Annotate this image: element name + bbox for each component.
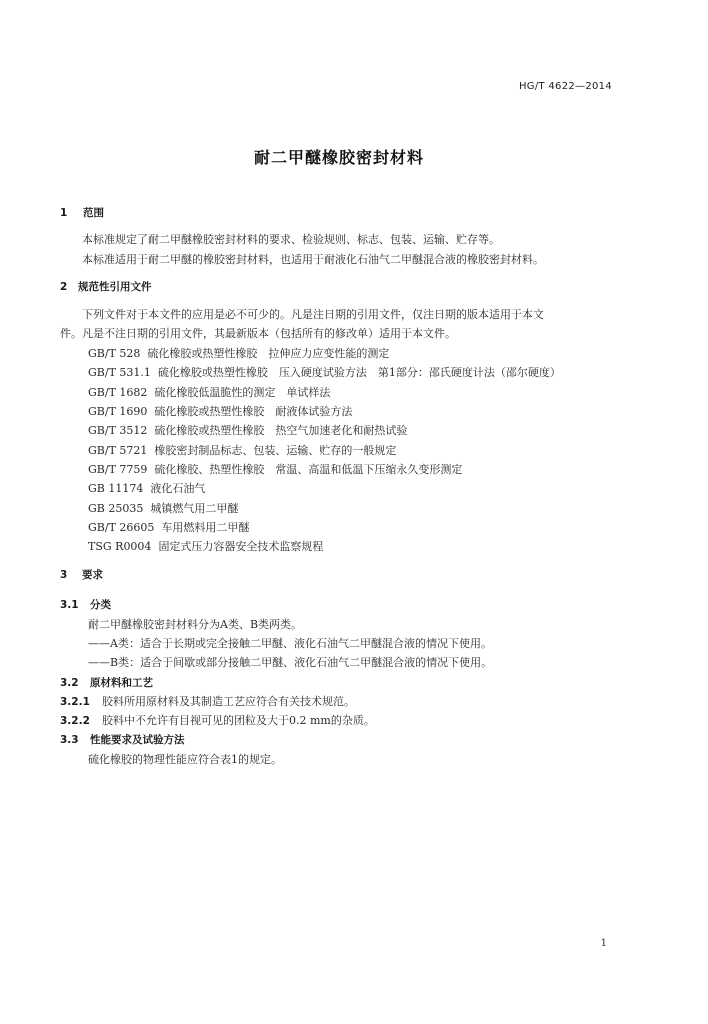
list-item: ——B类：适合于间歇或部分接触二甲醚、液化石油气二甲醚混合液的情况下使用。: [88, 656, 493, 669]
reference-item: [88, 424, 407, 438]
reference-item: [88, 540, 323, 554]
reference-title: 液化石油气: [150, 482, 206, 495]
paragraph: 耐二甲醚橡胶密封材料分为A类、B类两类。: [88, 618, 303, 631]
subsection-title: 分类: [90, 599, 111, 611]
subsection-title: 性能要求及试验方法: [90, 734, 185, 746]
paragraph: 本标准适用于耐二甲醚的橡胶密封材料，也适用于耐液化石油气二甲醚混合液的橡胶密封材料。: [82, 253, 544, 266]
reference-code: GB/T 26605: [88, 521, 155, 534]
reference-code: GB/T 5721: [88, 444, 148, 457]
reference-title: 硫化橡胶或热塑性橡胶 耐液体试验方法: [154, 405, 353, 418]
reference-title: 橡胶密封制品标志、包装、运输、贮存的一般规定: [154, 444, 397, 457]
paragraph: 胶料所用原材料及其制造工艺应符合有关技术规范。: [102, 695, 355, 708]
reference-item: [88, 463, 462, 477]
section-title: 要求: [82, 569, 103, 581]
reference-code: GB 11174: [88, 482, 144, 495]
reference-item: [88, 482, 205, 496]
list-item: ——A类：适合于长期或完全接触二甲醚、液化石油气二甲醚混合液的情况下使用。: [88, 637, 492, 650]
reference-title: 硫化橡胶或热塑性橡胶 热空气加速老化和耐热试验: [154, 424, 408, 437]
reference-title: 车用燃料用二甲醚: [161, 521, 250, 534]
reference-code: GB/T 7759: [88, 463, 148, 476]
subsection-title: 原材料和工艺: [90, 677, 153, 689]
reference-title: 硫化橡胶、热塑性橡胶 常温、高温和低温下压缩永久变形测定: [154, 463, 463, 476]
document-title: 耐二甲醚橡胶密封材料: [253, 148, 424, 167]
subsection-number: 3.3: [60, 734, 79, 746]
reference-item: [88, 347, 389, 361]
reference-code: GB/T 1682: [88, 386, 148, 399]
subsection-number: 3.2.1: [60, 696, 90, 708]
section-number: 3: [60, 569, 68, 581]
reference-item: [88, 502, 238, 516]
reference-title: 硫化橡胶低温脆性的测定 单试样法: [154, 386, 331, 399]
section-number: 2: [60, 281, 68, 293]
section-number: 1: [60, 207, 68, 219]
document-code: HG/T 4622—2014: [518, 81, 612, 92]
paragraph: 胶料中不允许有目视可见的团粒及大于0.2 mm的杂质。: [102, 714, 375, 727]
reference-item: [88, 366, 561, 380]
reference-code: GB/T 528: [88, 347, 141, 360]
reference-code: GB/T 3512: [88, 424, 148, 437]
reference-code: GB 25035: [88, 502, 144, 515]
page-number: 1: [600, 938, 607, 949]
subsection-number: 3.1: [60, 599, 79, 611]
subsection-number: 3.2: [60, 677, 79, 689]
reference-title: 硫化橡胶或热塑性橡胶 压入硬度试验方法 第1部分：邵氏硬度计法（邵尔硬度）: [157, 366, 561, 379]
subsection-number: 3.2.2: [60, 715, 90, 727]
reference-title: 固定式压力容器安全技术监察规程: [158, 540, 324, 553]
reference-item: [88, 405, 352, 419]
paragraph: 本标准规定了耐二甲醚橡胶密封材料的要求、检验规则、标志、包装、运输、贮存等。: [82, 233, 500, 246]
section-title: 范围: [83, 207, 104, 219]
reference-item: [88, 386, 330, 400]
paragraph: 硫化橡胶的物理性能应符合表1的规定。: [88, 753, 282, 766]
reference-title: 城镇燃气用二甲醚: [150, 502, 239, 515]
reference-item: [88, 444, 396, 458]
reference-code: TSG R0004: [88, 540, 152, 553]
reference-title: 硫化橡胶或热塑性橡胶 拉伸应力应变性能的测定: [147, 347, 390, 360]
reference-code: GB/T 1690: [88, 405, 148, 418]
paragraph: 件。凡是不注日期的引用文件，其最新版本（包括所有的修改单）适用于本文件。: [60, 327, 456, 340]
reference-item: [88, 521, 249, 535]
reference-code: GB/T 531.1: [88, 366, 151, 379]
paragraph: 下列文件对于本文件的应用是必不可少的。凡是注日期的引用文件，仅注日期的版本适用于本文: [82, 308, 544, 321]
section-title: 规范性引用文件: [78, 281, 152, 293]
